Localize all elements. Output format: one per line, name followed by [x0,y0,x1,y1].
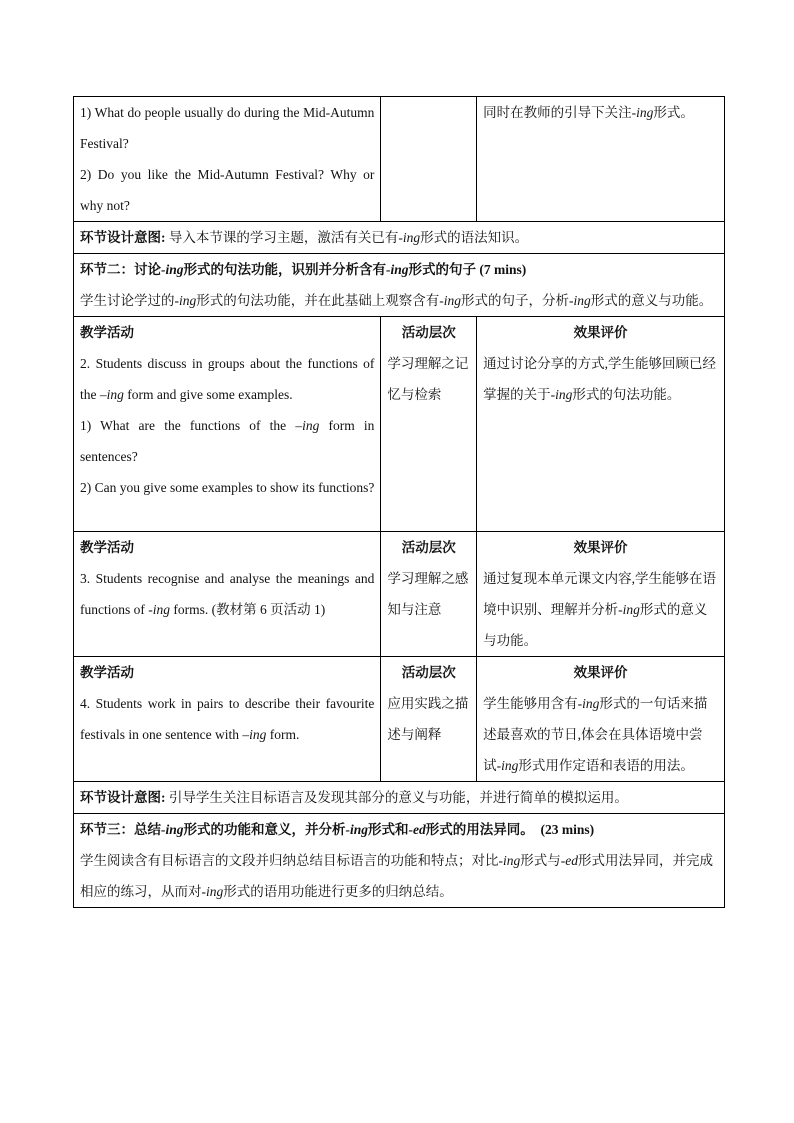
table-row [74,97,725,222]
eval-cell [477,97,725,222]
table-row [74,222,725,254]
activity-4-level: 应用实践之描述与阐释 [387,696,469,742]
eval-cell [477,657,725,782]
section-3-title: 环节三：总结-ing形式的功能和意义，并分析-ing形式和-ed形式的用法异同。 (23 mins) [80,822,595,837]
activity-2-question-1: 1) What are the functions of the –ing form in sentences? [80,418,375,464]
activity-cell [74,657,381,782]
intent-label: 环节设计意图: [80,230,166,245]
eval-cell [477,317,725,532]
level-header: 活动层次 [401,325,456,340]
section-2-title: 环节二：讨论-ing形式的句法功能，识别并分析含有-ing形式的句子 (7 mins) [80,262,527,277]
level-cell [381,317,477,532]
section-3 [74,814,725,908]
section-2-desc: 学生讨论学过的-ing形式的句法功能，并在此基础上观察含有-ing形式的句子，分析-ing形式的意义与功能。 [80,293,713,308]
activity-header: 教学活动 [80,540,134,555]
eval-header: 效果评价 [573,540,628,555]
level-cell [381,97,477,222]
level-cell [381,657,477,782]
intent-label: 环节设计意图: [80,790,166,805]
activity-3-level: 学习理解之感知与注意 [387,571,469,617]
table-row [74,317,725,532]
eval-header: 效果评价 [573,665,628,680]
level-header: 活动层次 [401,540,456,555]
section-3-desc: 学生阅读含有目标语言的文段并归纳总结目标语言的功能和特点；对比-ing形式与-ed形式用法异同，并完成相应的练习，从而对-ing形式的语用功能进行更多的归纳总结。 [80,853,713,899]
activity-header: 教学活动 [80,665,134,680]
table-row [74,657,725,782]
section-3-time: (23 mins) [540,822,595,837]
design-intent-1: 环节设计意图: 导入本节课的学习主题，激活有关已有-ing形式的语法知识。 [74,222,725,254]
activity-2-eval: 通过讨论分享的方式,学生能够回顾已经掌握的关于-ing形式的句法功能。 [483,356,717,402]
activity-4-eval: 学生能够用含有-ing形式的一句话来描述最喜欢的节日,体会在具体语境中尝试-ing形式用作定语和表语的用法。 [483,696,708,773]
activity-cell [74,317,381,532]
activity-2-text: 2. Students discuss in groups about the functions of the –ing form and give some examples. [80,356,375,402]
activity-2-question-2: 2) Can you give some examples to show its functions? [80,480,375,495]
section-2 [74,254,725,317]
level-cell [381,532,477,657]
table-row [74,782,725,814]
question-2: 2) Do you like the Mid-Autumn Festival? Why or why not? [80,167,375,213]
eval-text: 同时在教师的引导下关注-ing形式。 [483,105,694,120]
activity-2-level: 学习理解之记忆与检索 [387,356,469,402]
section-2-time: (7 mins) [479,262,527,277]
table-row [74,814,725,908]
activity-cell [74,97,381,222]
activity-4-text: 4. Students work in pairs to describe their favourite festivals in one sentence with –ing form. [80,696,375,742]
eval-cell [477,532,725,657]
level-header: 活动层次 [401,665,456,680]
activity-3-text: 3. Students recognise and analyse the meanings and functions of -ing forms. (教材第 6 页活动 1) [80,571,375,617]
question-1: 1) What do people usually do during the Mid-Autumn Festival? [80,105,375,151]
design-intent-2: 环节设计意图: 引导学生关注目标语言及发现其部分的意义与功能，并进行简单的模拟运用。 [74,782,725,814]
activity-cell [74,532,381,657]
activity-3-eval: 通过复现本单元课文内容,学生能够在语境中识别、理解并分析-ing形式的意义与功能。 [483,571,717,648]
eval-header: 效果评价 [573,325,628,340]
table-row [74,532,725,657]
table-row [74,254,725,317]
activity-header: 教学活动 [80,325,134,340]
lesson-plan-table [73,96,725,908]
